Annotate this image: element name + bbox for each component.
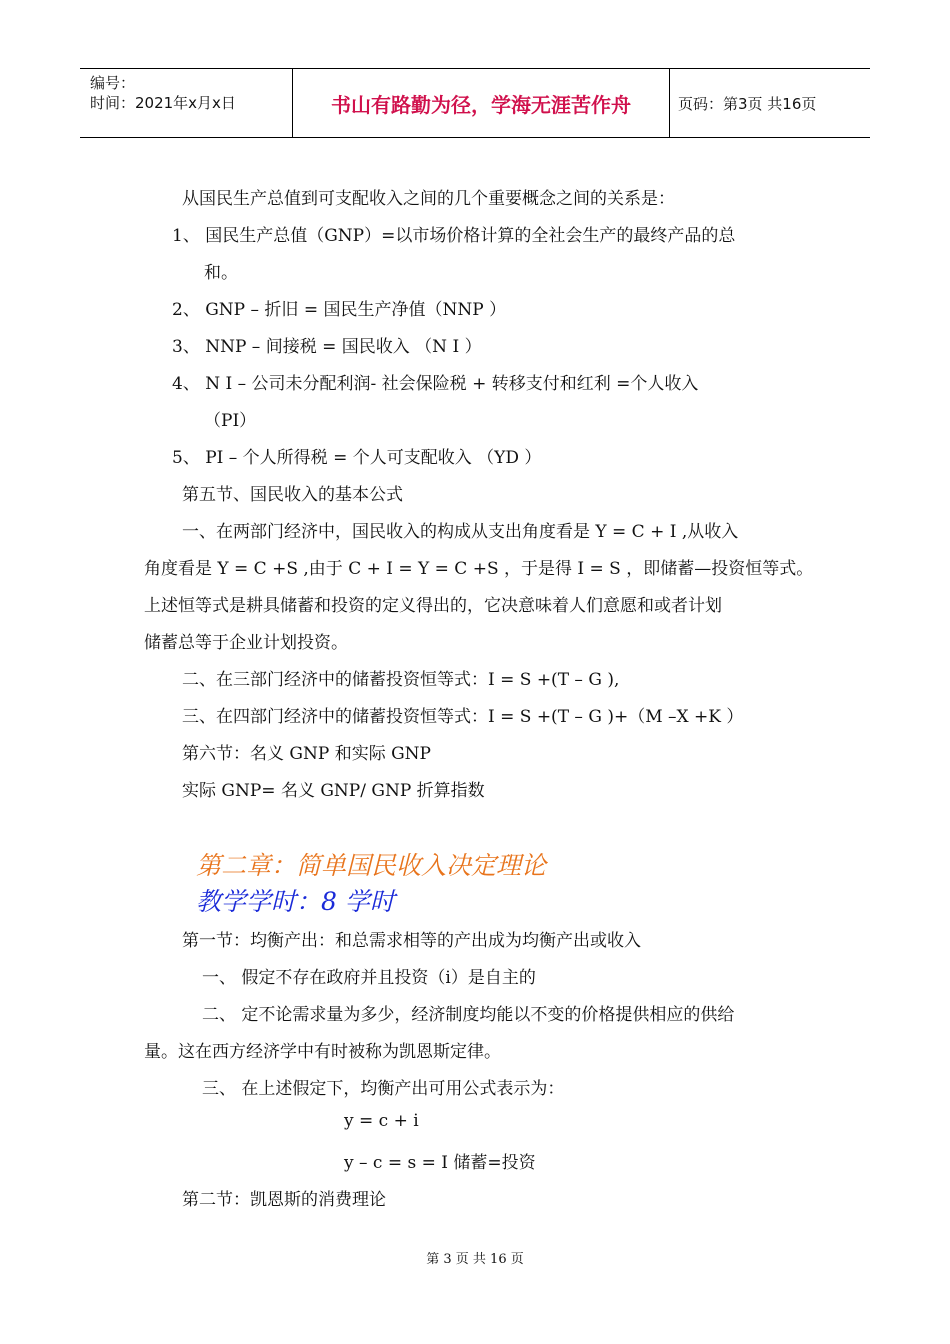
list-item: 3、 NNP – 间接税 = 国民收入 （N I ）	[172, 337, 482, 357]
page-header	[80, 68, 870, 138]
formula: y = c + i	[344, 1111, 419, 1131]
list-item: 二、 定不论需求量为多少，经济制度均能以不变的价格提供相应的供给	[202, 1005, 735, 1025]
text-line: 从国民生产总值到可支配收入之间的几个重要概念之间的关系是：	[182, 189, 675, 209]
list-item: 5、 PI – 个人所得税 = 个人可支配收入 （YD ）	[172, 448, 542, 468]
chapter-title: 第二章：简单国民收入决定理论	[196, 851, 547, 880]
text-line: 一、在两部门经济中，国民收入的构成从支出角度看是 Y = C + I ,从收入	[182, 522, 739, 542]
text-line: 实际 GNP= 名义 GNP/ GNP 折算指数	[182, 781, 485, 801]
number-label: 编号：	[90, 74, 136, 92]
header-info	[80, 69, 293, 137]
text-line: 上述恒等式是耕具储蓄和投资的定义得出的，它决意味着人们意愿和或者计划	[144, 596, 722, 616]
time-label: 时间：2021年x月x日	[90, 94, 236, 112]
list-item: 4、 N I – 公司未分配利润- 社会保险税 + 转移支付和红利 =个人收入	[172, 374, 699, 394]
text-line: 三、在四部门经济中的储蓄投资恒等式：I = S +(T – G )+（M –X +K ）	[182, 707, 744, 727]
text-line: 二、在三部门经济中的储蓄投资恒等式：I = S +(T – G ),	[182, 670, 620, 690]
formula: y – c = s = I 储蓄=投资	[344, 1153, 536, 1173]
text-line: 量。这在西方经济学中有时被称为凯恩斯定律。	[144, 1042, 501, 1062]
section-heading: 第五节、国民收入的基本公式	[182, 485, 403, 505]
chapter-subtitle: 教学学时：8 学时	[196, 887, 395, 916]
header-page-label: 页码：第3页 共16页	[678, 94, 817, 113]
text-line: （PI）	[204, 411, 257, 431]
list-item: 1、 国民生产总值（GNP）=以市场价格计算的全社会生产的最终产品的总	[172, 226, 736, 246]
text-line: 角度看是 Y = C +S ,由于 C + I = Y = C +S ，于是得 I = S ，即储蓄—投资恒等式。	[144, 559, 814, 579]
section-heading: 第二节：凯恩斯的消费理论	[182, 1190, 386, 1210]
text-line: 储蓄总等于企业计划投资。	[144, 633, 348, 653]
list-item: 一、 假定不存在政府并且投资（i）是自主的	[202, 968, 536, 988]
text-line: 和。	[204, 263, 238, 283]
list-item: 2、 GNP – 折旧 = 国民生产净值（NNP ）	[172, 300, 507, 320]
list-item: 三、 在上述假定下，均衡产出可用公式表示为：	[202, 1079, 565, 1099]
page-footer: 第 3 页 共 16 页	[426, 1252, 524, 1267]
section-heading: 第六节：名义 GNP 和实际 GNP	[182, 744, 431, 764]
section-heading: 第一节：均衡产出：和总需求相等的产出成为均衡产出或收入	[182, 931, 641, 951]
header-motto: 书山有路勤为径，学海无涯苦作舟	[293, 69, 670, 137]
